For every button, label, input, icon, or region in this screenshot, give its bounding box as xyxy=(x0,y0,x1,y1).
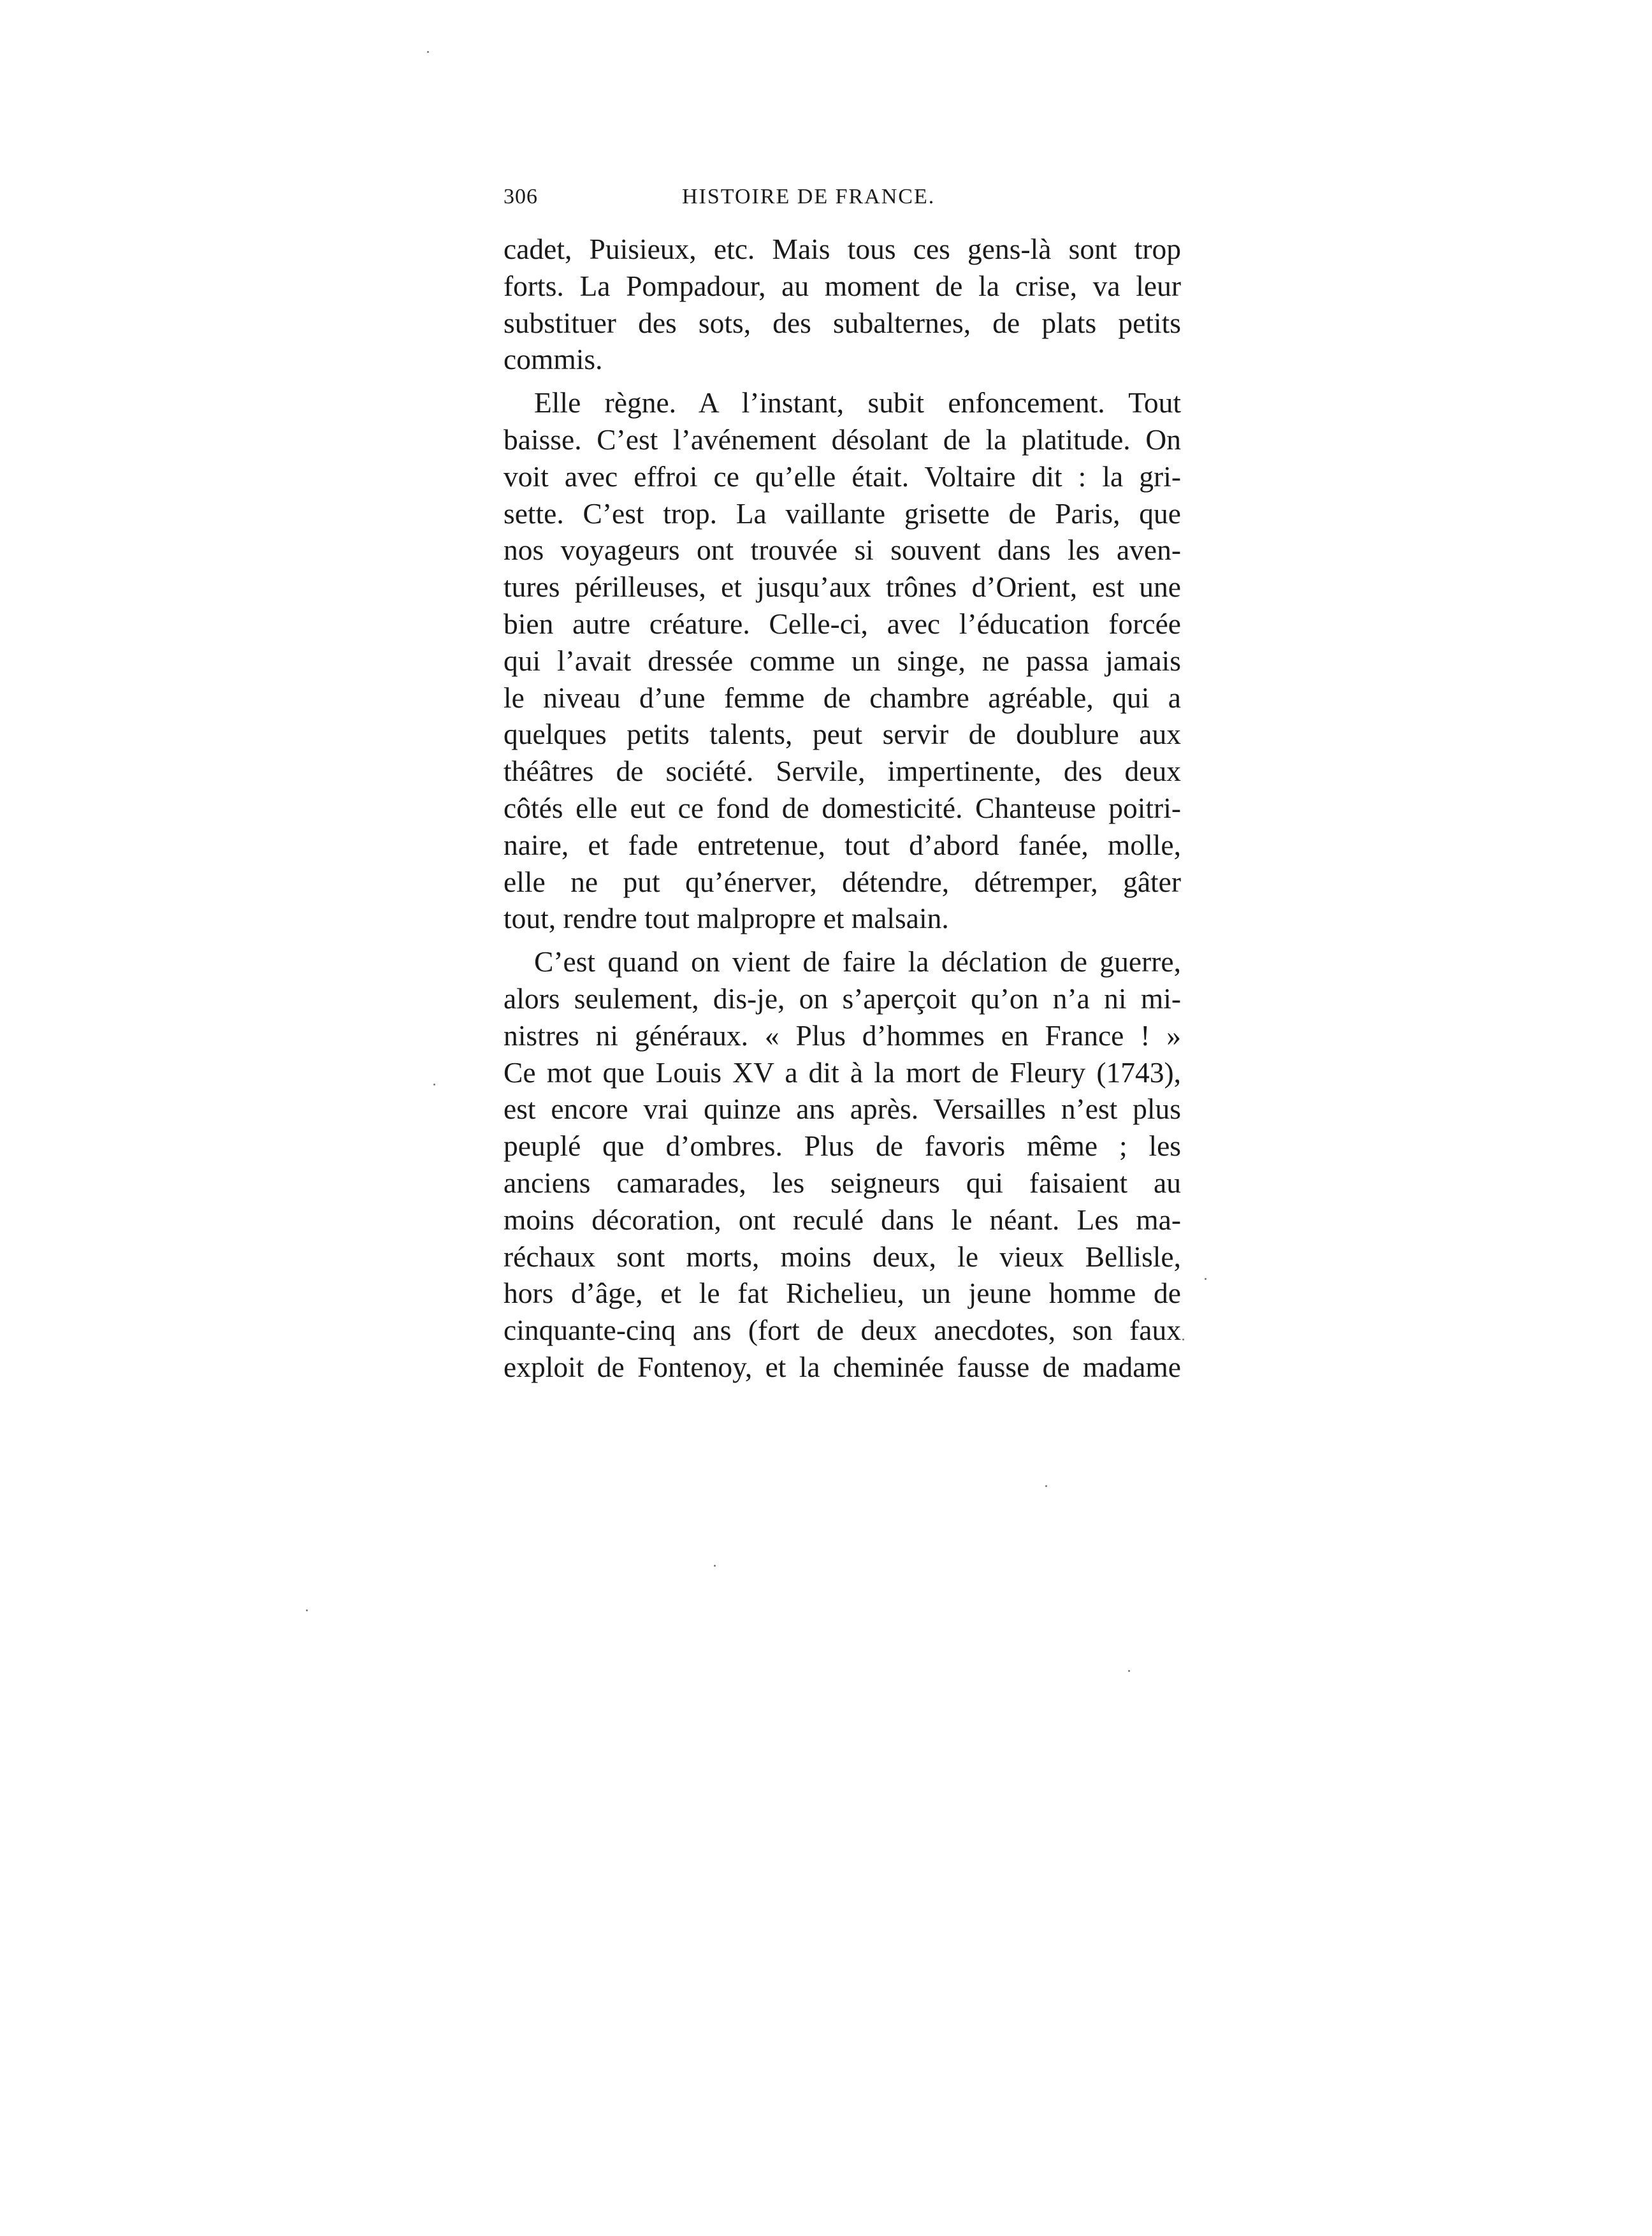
text-line: théâtres de société. Servile, impertinente, des deux xyxy=(504,755,1181,788)
text-line: cinquante-cinq ans (fort de deux anecdotes, son faux xyxy=(504,1314,1181,1347)
text-line: substituer des sots, des subalternes, de plats petits xyxy=(504,306,1181,339)
text-line: côtés elle eut ce fond de domesticité. Chanteuse poitri- xyxy=(504,791,1181,824)
text-line: forts. La Pompadour, au moment de la crise, va leur xyxy=(504,269,1181,302)
scan-speck xyxy=(1128,1670,1130,1672)
text-line: anciens camarades, les seigneurs qui faisaient au xyxy=(504,1166,1181,1199)
body-text xyxy=(504,231,1181,1386)
text-line: tures périlleuses, et jusqu’aux trônes d’Orient, est une xyxy=(504,570,1181,604)
text-line: tout, rendre tout malpropre et malsain. xyxy=(504,902,949,935)
text-line: peuplé que d’ombres. Plus de favoris même ; les xyxy=(504,1129,1181,1163)
scan-speck xyxy=(1045,1485,1047,1487)
text-line: sette. C’est trop. La vaillante grisette de Paris, que xyxy=(504,497,1181,530)
text-line: est encore vrai quinze ans après. Versailles n’est plus xyxy=(504,1093,1181,1126)
scan-speck xyxy=(427,51,429,53)
scan-speck xyxy=(1205,1278,1206,1280)
paragraph-1 xyxy=(504,231,1181,378)
text-line: quelques petits talents, peut servir de doublure aux xyxy=(504,718,1181,751)
paragraph-3 xyxy=(504,943,1181,1386)
scan-speck xyxy=(714,1565,716,1567)
scan-speck xyxy=(306,1609,308,1611)
text-line: moins décoration, ont reculé dans le néant. Les ma- xyxy=(504,1203,1181,1236)
text-line: elle ne put qu’énerver, détendre, détremper, gâter xyxy=(504,865,1181,898)
text-line: commis. xyxy=(504,343,603,376)
text-line: nistres ni généraux. « Plus d’hommes en France ! » xyxy=(504,1019,1181,1052)
text-line: hors d’âge, et le fat Richelieu, un jeune homme de xyxy=(504,1277,1181,1310)
text-line: C’est quand on vient de faire la déclation de guerre, xyxy=(534,945,1181,978)
text-line: cadet, Puisieux, etc. Mais tous ces gens-là sont trop xyxy=(504,233,1181,265)
text-line: bien autre créature. Celle-ci, avec l’éducation forcée xyxy=(504,607,1181,640)
scan-speck xyxy=(1182,1339,1184,1340)
text-line: alors seulement, dis-je, on s’aperçoit qu’on n’a ni mi- xyxy=(504,982,1181,1015)
text-line: nos voyageurs ont trouvée si souvent dans les aven- xyxy=(504,534,1181,567)
text-line: Elle règne. A l’instant, subit enfoncement. Tout xyxy=(534,386,1181,419)
paragraph-2 xyxy=(504,384,1181,937)
text-line: baisse. C’est l’avénement désolant de la platitude. On xyxy=(504,423,1181,456)
text-line: naire, et fade entretenue, tout d’abord fanée, molle, xyxy=(504,828,1181,861)
running-header xyxy=(504,185,1181,217)
text-line: réchaux sont morts, moins deux, le vieux Bellisle, xyxy=(504,1240,1181,1273)
text-line: exploit de Fontenoy, et la cheminée fausse de madame xyxy=(504,1350,1181,1383)
text-line: voit avec effroi ce qu’elle était. Voltaire dit : la gri- xyxy=(504,460,1181,493)
text-line: le niveau d’une femme de chambre agréable, qui a xyxy=(504,681,1181,714)
running-title: HISTOIRE DE FRANCE. xyxy=(682,185,936,208)
text-line: qui l’avait dressée comme un singe, ne passa jamais xyxy=(504,644,1181,677)
text-line: Ce mot que Louis XV a dit à la mort de Fleury (1743), xyxy=(504,1056,1181,1089)
scan-speck xyxy=(433,1084,435,1085)
page-number: 306 xyxy=(504,185,538,208)
